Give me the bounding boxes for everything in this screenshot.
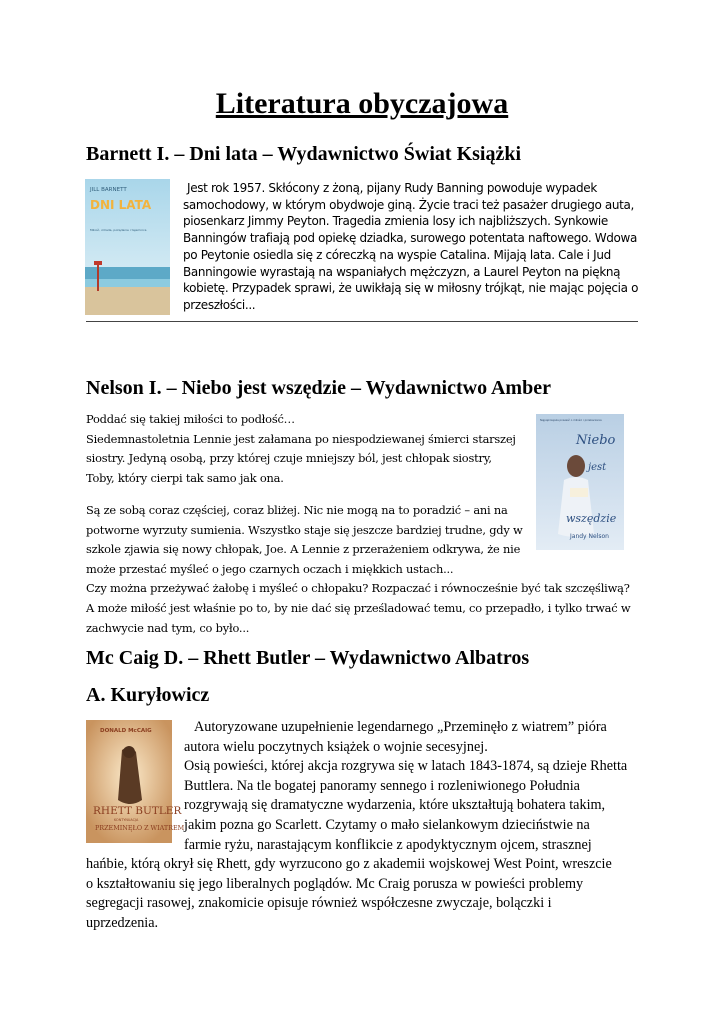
text-line: rozgrywają się dramatyczne wydarzenia, które ukształtują bohatera takim, [184,797,606,814]
girl-with-book-cover-illustration [536,414,624,550]
text-line: siostry. Jedyną osobą, przy której czuje mniejszy ból, jest chłopak siostry, [86,451,492,466]
text-line: o kształtowaniu się jego liberalnych poglądów. Mc Craig porusza w powieści problemy [86,875,584,892]
text-line: zachwycie nad tym, co było... [86,620,250,635]
text-line: uprzedzenia. [86,914,159,931]
text-line: samochodowy, w którym obydwoje giną. Życie traci też pasażer drugiego auta, [183,197,634,212]
cover2-title-line3: wszędzie [566,512,617,525]
text-line: Autoryzowane uzupełnienie legendarnego „Przeminęło z wiatrem” pióra [194,719,607,735]
cover3-subtitle2: PRZEMINĘŁO Z WIATREM [95,824,185,832]
text-line: Są ze sobą coraz częściej, coraz bliżej. Nic nie mogą na to poradzić – ani na [86,503,508,517]
cover1-tagline: Miłość, zdrada, pożądanie i tajemnica [90,228,147,232]
text-line: Toby, który cierpi tak samo jak ona. [86,470,284,485]
text-line: A może miłość jest właśnie po to, by nie dać się prześladować temu, co przepadło, i tylko trwać w [86,600,631,615]
cover3-title: RHETT BUTLER [93,805,182,817]
text-line: Poddać się takiej miłości to podłość… [86,412,295,426]
girl-with-book-cover [536,414,624,550]
text-line: Jest rok 1957. Skłócony z żoną, pijany Rudy Banning powoduje wypadek [187,181,597,195]
text-line: Czy można przeżywać żałobę i myśleć o chłopaku? Rozpaczać i równocześnie być tak szczęśliwą? [86,581,630,596]
text-line: Siedemnastoletnia Lennie jest załamana po niespodziewanej śmierci starszej [86,431,516,446]
text-line: przeszłości... [183,297,256,312]
book-heading-nelson: Nelson I. – Niebo jest wszędzie – Wydawnictwo Amber [86,377,551,399]
beach-book-cover-illustration [85,179,170,315]
cover1-title: DNI LATA [90,198,152,212]
text-line: może przestać myśleć o jego czarnych oczach i miękkich ustach... [86,561,454,576]
cover3-author: DONALD McCAIG [100,728,152,734]
text-line: Banningów trafiają pod opiekę dziadka, surowego potentata naftowego. Wdowa [183,231,637,246]
text-line: Buttlera. Na tle bogatej panoramy sennego i rozleniwionego Południa [184,777,580,794]
text-line: autora wielu poczytnych książek o wojnie secesyjnej. [184,738,488,755]
cover3-subtitle: KONTYNUACJA [114,818,139,822]
cover2-title-line1: Niebo [576,433,616,448]
section-divider [86,321,638,322]
text-line: segregacji rasowej, znakomicie opisuje również współczesne zwyczaje, bolączki i [86,895,552,912]
text-line: potworne wyrzuty sumienia. Wszystko staje się jeszcze bardziej trudne, gdy w [86,522,523,537]
cover1-author: JILL BARNETT [90,187,127,193]
page-title: Literatura obyczajowa [215,87,509,120]
text-line: jakim pozna go Scarlett. Czytamy o mało sielankowym dzieciństwie na [184,816,590,833]
cover2-tagline: Najpiękniejsza powieść o miłości i przebaczeniu [540,419,602,422]
text-line: piosenkarz Jimmy Peyton. Tragedia zmienia losy ich najbliższych. Synkowie [183,214,608,229]
cover2-author: Jandy Nelson [570,533,609,540]
book-description-mccaig [86,718,646,934]
text-line: kobietę. Przypadek sprawi, że uwikłają się w miłosny trójkąt, nie mając pojęcia o [183,281,639,296]
text-line: Osią powieści, której akcja rozgrywa się w latach 1843-1874, są dzieje Rhetta [184,758,628,775]
text-line: szkole zjawia się nowy chłopak, Joe. A Lennie z przerażeniem odkrywa, że nie [86,542,521,557]
text-line: farmie ryżu, narastającym konflikcie z apodyktycznym ojcem, strasznej [184,836,592,853]
book-heading-barnett: Barnett I. – Dni lata – Wydawnictwo Świat Książki [86,143,522,165]
book-heading-mccaig: Mc Caig D. – Rhett Butler – Wydawnictwo Albatros [86,647,530,669]
text-line: po Peytonie osiedla się z córeczką na wyspie Catalina. Mijają lata. Cale i Jud [183,247,611,262]
book-subheading-publisher: A. Kuryłowicz [86,684,210,706]
beach-book-cover [85,179,170,315]
cover2-title-line2: jest [588,462,607,473]
book-description-barnett [183,180,645,314]
text-line: Banningowie wyrastają na wspaniałych mężczyzn, a Laurel Peyton na piękną [183,264,621,279]
text-line: hańbie, którą okrył się Rhett, gdy wyrzucono go z akademii wojskowej West Point, wreszcie [86,856,612,873]
